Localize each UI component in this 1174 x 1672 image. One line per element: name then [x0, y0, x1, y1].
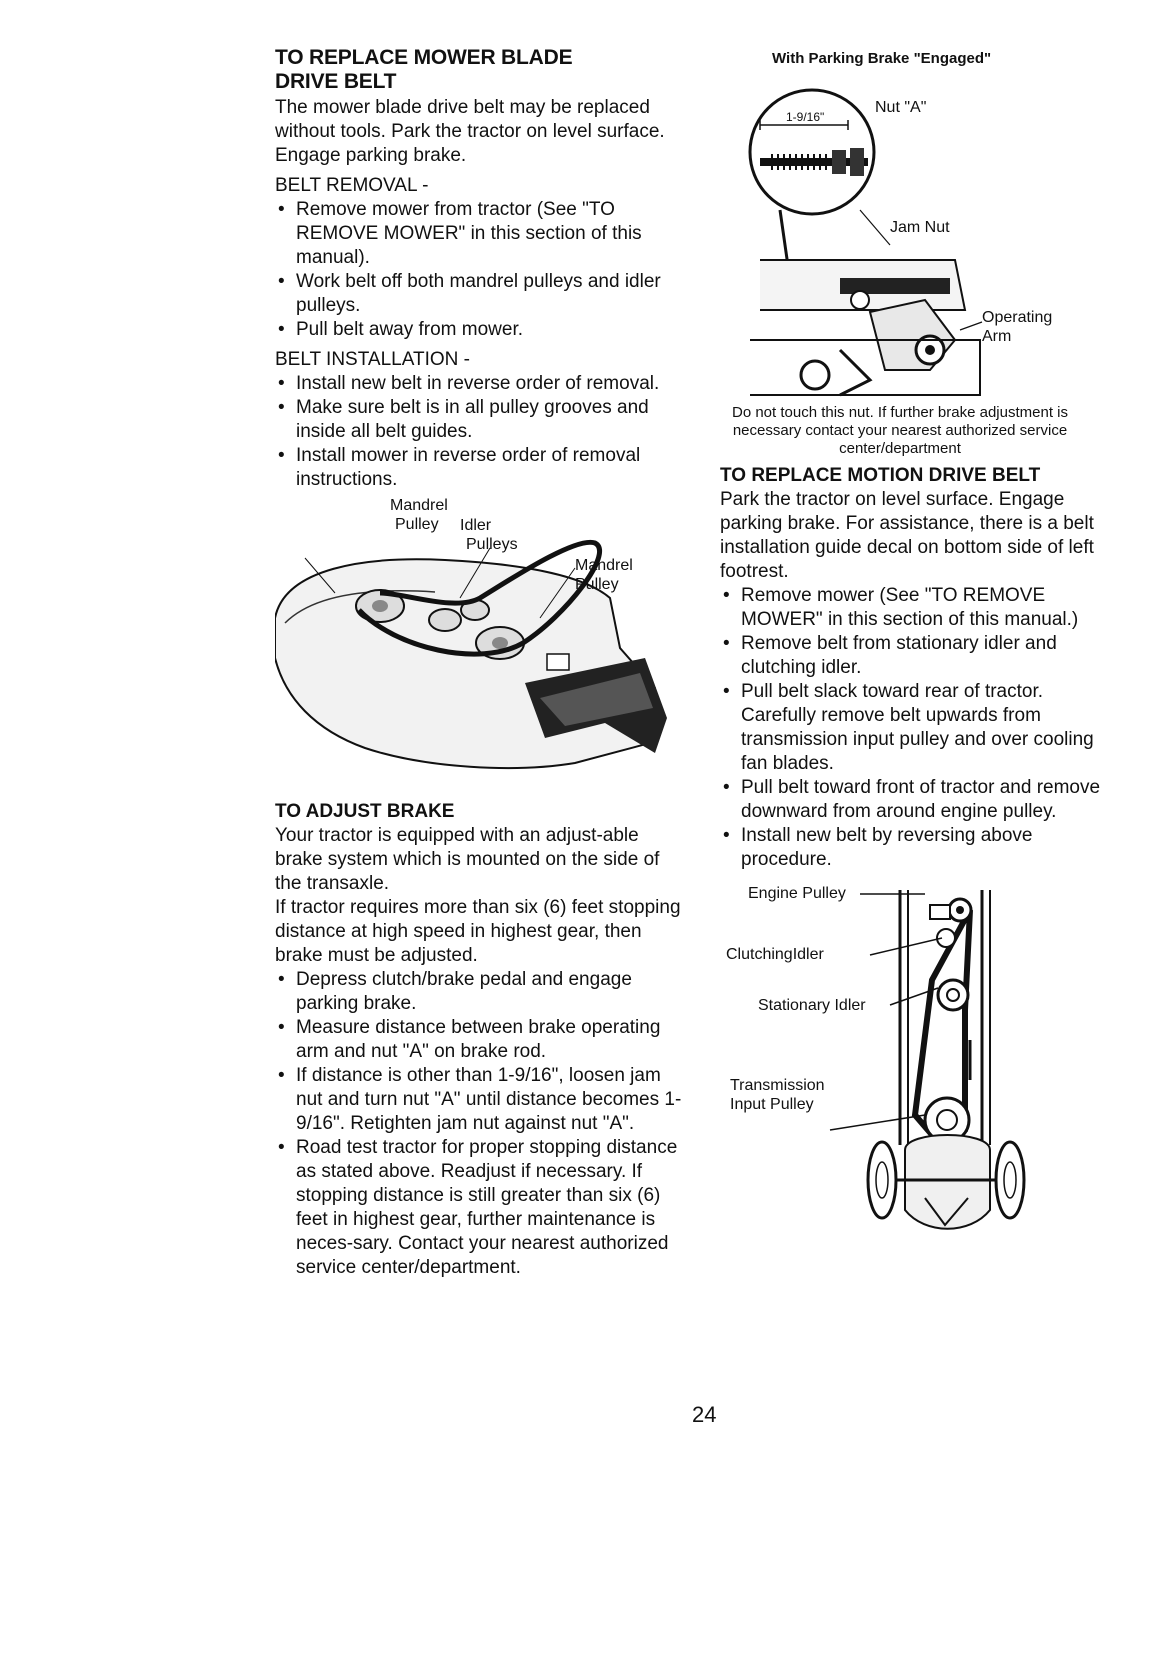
page-number: 24: [692, 1402, 717, 1427]
belt-installation-label: BELT INSTALLATION -: [275, 349, 470, 370]
label-text: Pulleys: [466, 536, 518, 553]
label-text: Input Pulley: [730, 1096, 814, 1113]
label-operating-arm: [982, 308, 1052, 346]
label-text: Idler: [460, 517, 492, 534]
label-mandrel-pulley-right: [575, 556, 633, 594]
label-dimension: 1-9/16": [786, 110, 825, 124]
label-engine-pulley: Engine Pulley: [748, 885, 846, 902]
adjust-brake-steps: [275, 968, 685, 1280]
adjust-brake-para-1: Your tractor is equipped with an adjust-able brake system which is mounted on the side of the transaxle.: [275, 825, 660, 894]
label-text: Transmission: [730, 1077, 825, 1094]
motion-belt-steps: [720, 584, 1120, 872]
removal-steps: [275, 198, 685, 342]
mower-belt-intro: The mower blade drive belt may be replaced without tools. Park the tractor on level surface. Engage parking brake.: [275, 97, 665, 166]
heading-line-1: TO REPLACE MOWER BLADE: [275, 46, 573, 69]
label-text: Mandrel: [390, 497, 448, 514]
label-text: Operating: [982, 309, 1053, 326]
label-text: Arm: [982, 328, 1012, 345]
label-idler-pulleys: [460, 516, 518, 554]
list-item: • Make sure belt is in all pulley grooves and inside all belt guides.: [275, 396, 685, 444]
brake-figure-caption: Do not touch this nut. If further brake adjustment is necessary contact your nearest authorized service center/department: [731, 404, 1068, 457]
motion-belt-heading: TO REPLACE MOTION DRIVE BELT: [720, 465, 1041, 486]
right-column: [720, 50, 1120, 1280]
list-item: • Remove belt from stationary idler and clutching idler.: [720, 632, 1120, 680]
installation-steps: [275, 372, 685, 492]
mower-deck-figure: [275, 498, 685, 798]
belt-removal-label: BELT REMOVAL -: [275, 175, 429, 196]
label-jam-nut: Jam Nut: [890, 219, 950, 236]
label-text: Mandrel: [575, 557, 633, 574]
list-item: • Install new belt in reverse order of removal.: [275, 372, 685, 396]
label-mandrel-pulley-left: [390, 496, 448, 534]
motion-belt-figure: [720, 880, 1120, 1280]
label-clutching-idler: ClutchingIdler: [726, 946, 824, 963]
list-item: • Work belt off both mandrel pulleys and idler pulleys.: [275, 270, 685, 318]
left-column: [275, 46, 685, 1280]
list-item: • If distance is other than 1-9/16", loosen jam nut and turn nut "A" until distance becomes 1-9/16". Retighten jam nut against nut "A".: [275, 1064, 685, 1136]
list-item: • Depress clutch/brake pedal and engage parking brake.: [275, 968, 685, 1016]
list-item: • Measure distance between brake operating arm and nut "A" on brake rod.: [275, 1016, 685, 1064]
label-stationary-idler: Stationary Idler: [758, 997, 866, 1014]
list-item: • Install new belt by reversing above procedure.: [720, 824, 1120, 872]
list-item: • Remove mower (See "TO REMOVE MOWER" in this section of this manual.): [720, 584, 1120, 632]
list-item: • Road test tractor for proper stopping distance as stated above. Readjust if necessary. If stopping distance is still greater than six (6) feet in highest gear, further maintenance is neces-sary. Contact your nearest authorized service center/department.: [275, 1136, 685, 1280]
brake-figure: [720, 50, 1120, 402]
adjust-brake-para-2: If tractor requires more than six (6) feet stopping distance at high speed in highest gear, then brake must be adjusted.: [275, 897, 681, 966]
label-text: Pulley: [575, 576, 619, 593]
list-item: • Remove mower from tractor (See "TO REMOVE MOWER" in this section of this manual).: [275, 198, 685, 270]
motion-belt-intro: Park the tractor on level surface. Engage parking brake. For assistance, there is a belt installation guide decal on bottom side of left footrest.: [720, 489, 1094, 582]
list-item: • Pull belt toward front of tractor and remove downward from around engine pulley.: [720, 776, 1120, 824]
label-nut-a: Nut "A": [875, 99, 927, 116]
heading-line-2: DRIVE BELT: [275, 70, 397, 93]
mower-belt-heading: [275, 46, 685, 94]
list-item: • Install mower in reverse order of removal instructions.: [275, 444, 685, 492]
brake-figure-title: With Parking Brake "Engaged": [772, 50, 992, 67]
label-transmission-input-pulley: [730, 1076, 825, 1114]
label-text: Pulley: [395, 516, 439, 533]
list-item: • Pull belt slack toward rear of tractor. Carefully remove belt upwards from transmission input pulley and over cooling fan blades.: [720, 680, 1120, 776]
list-item: • Pull belt away from mower.: [275, 318, 685, 342]
adjust-brake-heading: TO ADJUST BRAKE: [275, 801, 455, 822]
